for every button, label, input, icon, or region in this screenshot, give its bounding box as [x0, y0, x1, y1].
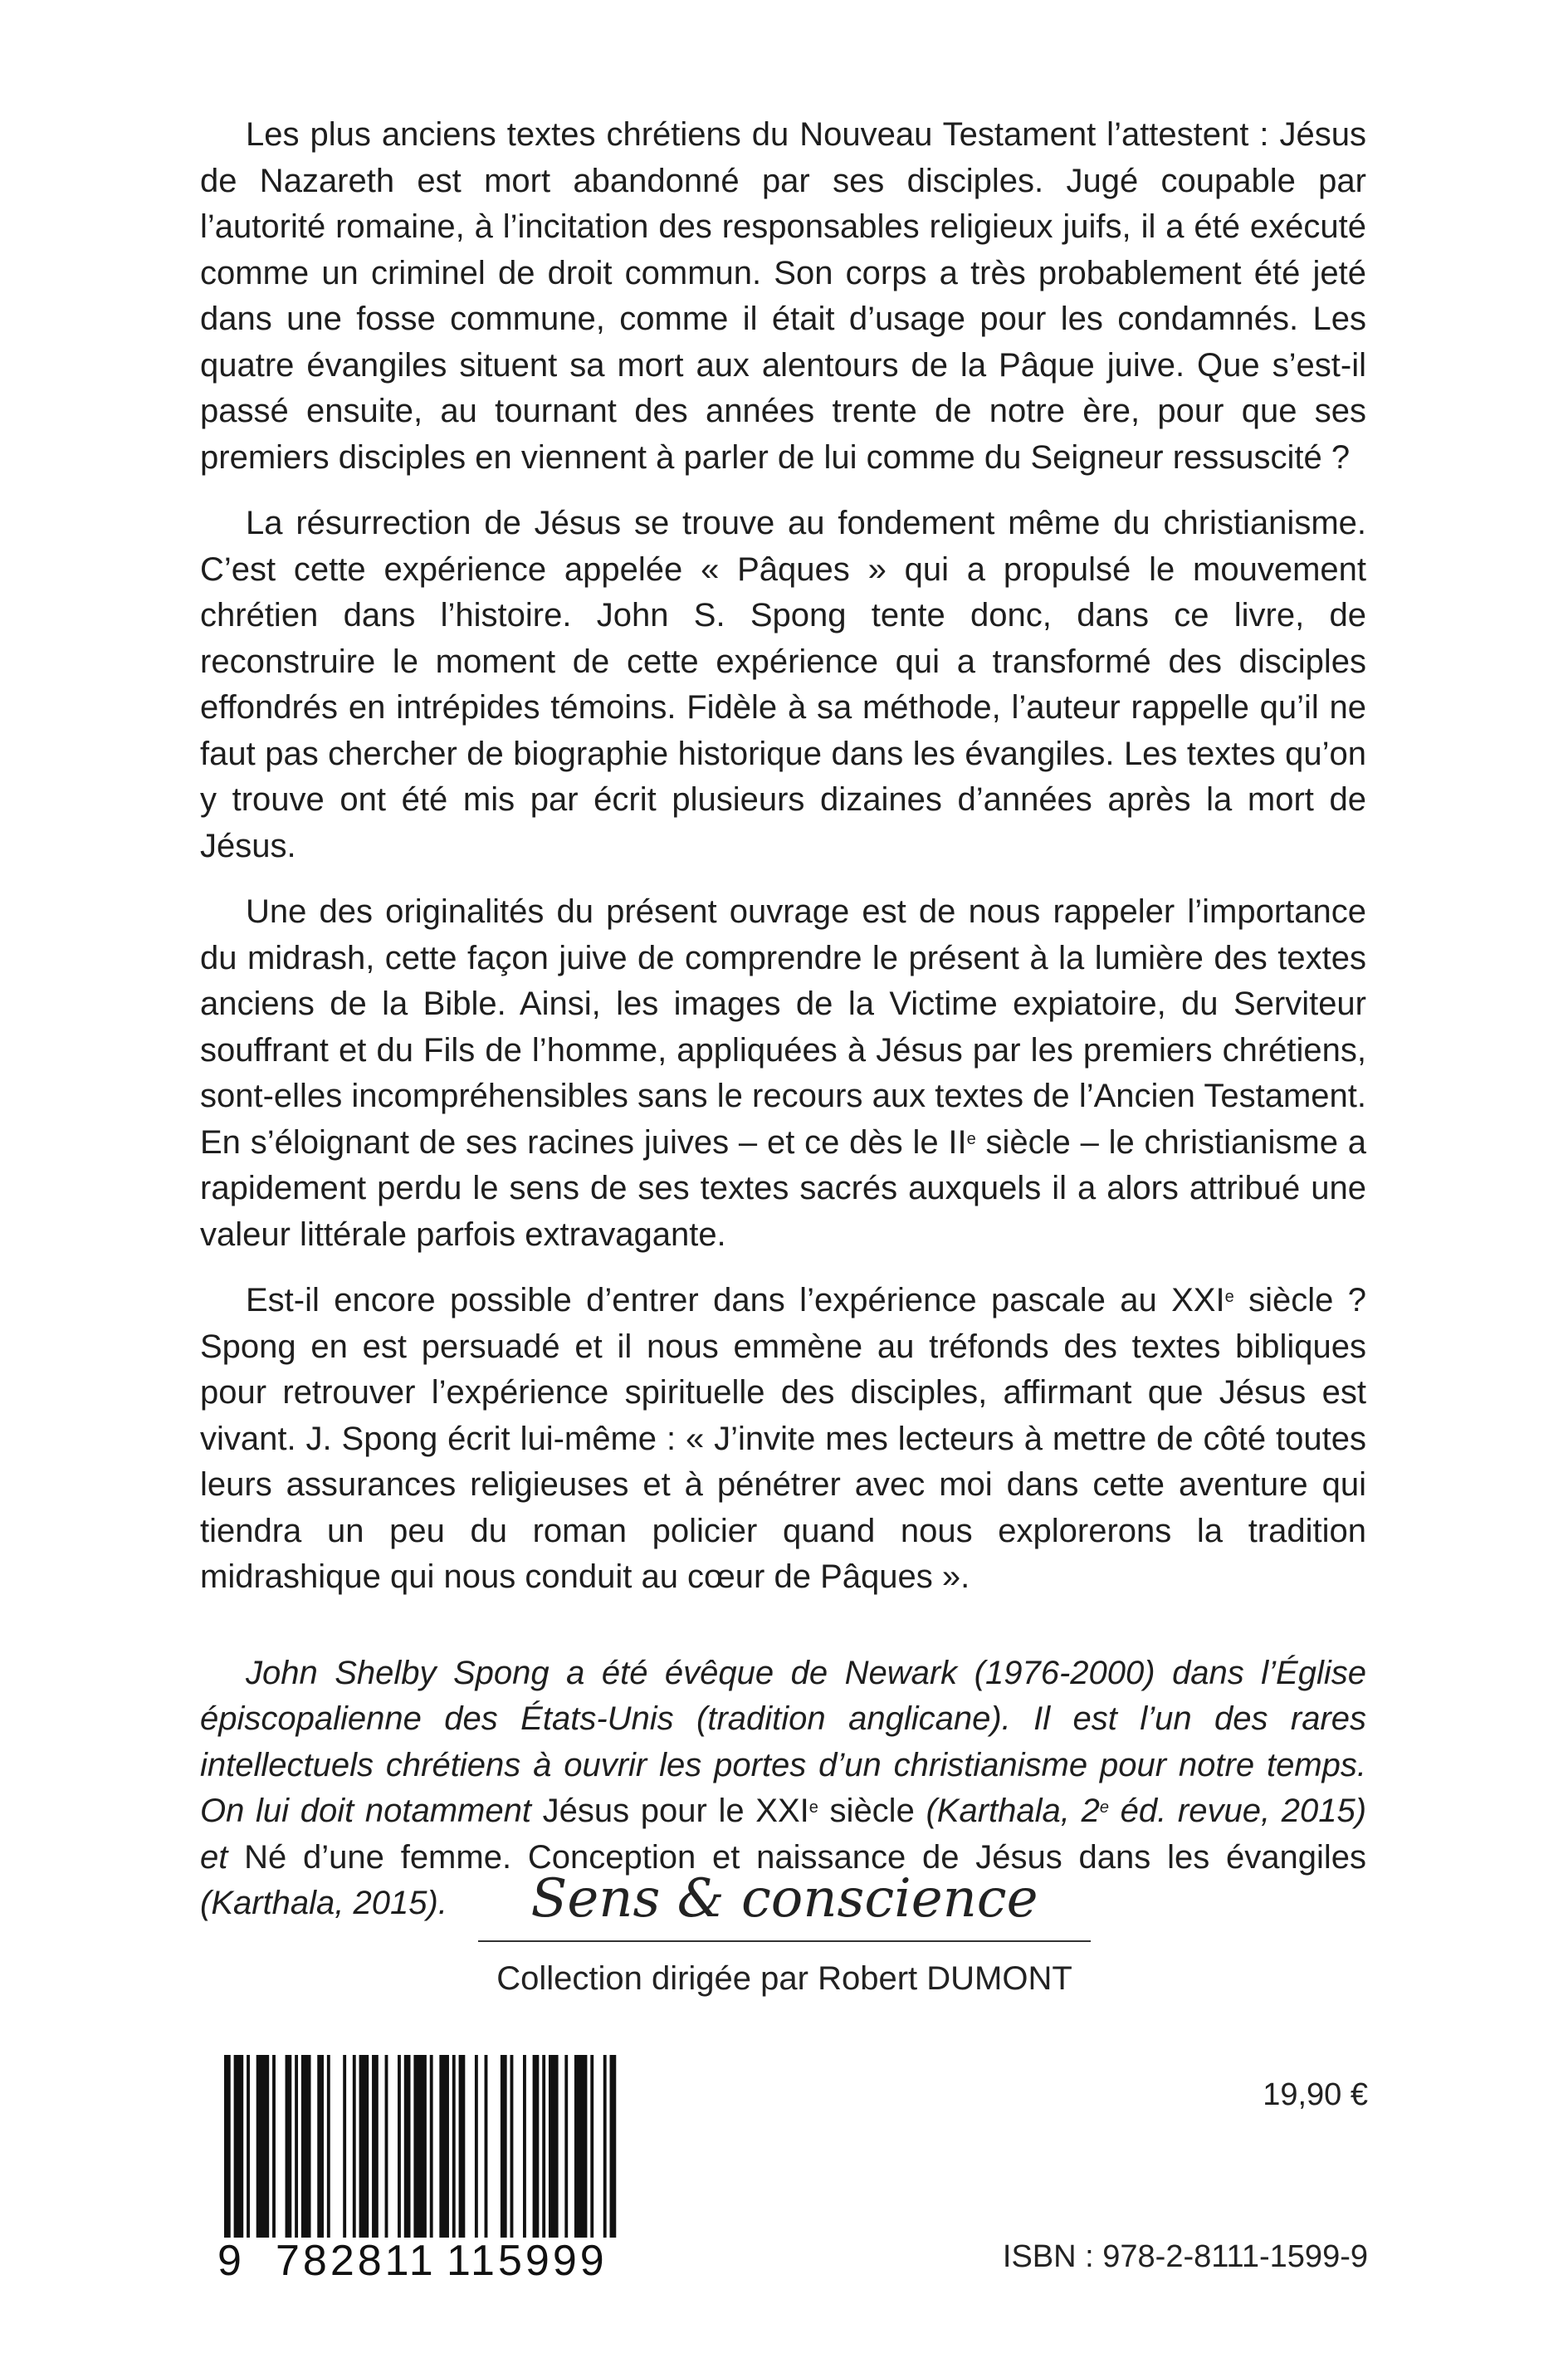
barcode-digits-left: 782811 [276, 2237, 437, 2285]
barcode-bar [327, 2055, 330, 2238]
barcode-bar [404, 2055, 411, 2238]
barcode-bar [359, 2055, 369, 2238]
paragraph-3-text-b: siècle – le christianisme a rapidement perdu le sens de ses textes sacrés auxquels il a alors attribué une valeur littérale parfois extravagante. [200, 1123, 1366, 1253]
bio-book-1-end: siècle [818, 1793, 915, 1829]
barcode-bar [286, 2055, 292, 2238]
bio-text-2a: (Karthala, 2 [914, 1793, 1100, 1829]
barcode-bar [272, 2055, 276, 2238]
barcode-bar [485, 2055, 488, 2238]
barcode-bar [590, 2055, 593, 2238]
barcode-bar [603, 2055, 607, 2238]
barcode-bar [501, 2055, 507, 2238]
bio-text-3: (Karthala, 2015). [200, 1885, 447, 1921]
barcode-bar [510, 2055, 514, 2238]
barcode-bar [523, 2055, 526, 2238]
paragraph-3-text-a: Une des originalités du présent ouvrage est de nous rappeler l’importance du midrash, cette façon juive de comprendre le présent à la lumière des textes anciens de la Bible. Ainsi, les images de la Victime expiatoire, du Serviteur souffrant et du Fils de l’homme, appliquées à Jésus par les premiers chrétiens, sont-elles incompréhensibles sans le recours aux textes de l’Ancien Testament. En s’éloignant de ses racines juives – et ce dès le II [200, 893, 1366, 1161]
barcode-bar [549, 2055, 559, 2238]
superscript-e: e [1224, 1288, 1234, 1306]
barcode-bar [398, 2055, 401, 2238]
isbn: ISBN : 978-2-8111-1599-9 [1002, 2239, 1368, 2274]
paragraph-4 [200, 1278, 1366, 1601]
barcode-bar [533, 2055, 540, 2238]
bio-text-1: John Shelby Spong a été évêque de Newark (1976-2000) dans l’Église épiscopalienne des États-Unis (tradition anglicane). Il est l’un des rares intellectuels chrétiens à ouvrir les portes d’un christianisme pour notre temps. On lui doit notamment [200, 1654, 1366, 1829]
bio-text-2b: éd. revue, 2015) et [200, 1793, 1367, 1876]
bio-book-title-2: Né d’une femme. Conception et naissance de Jésus dans les évangiles [244, 1838, 1366, 1876]
barcode-bar [610, 2055, 617, 2238]
barcode-bar [234, 2055, 244, 2238]
collection-director: Collection dirigée par Robert DUMONT [496, 1960, 1072, 1997]
superscript-e: e [966, 1129, 976, 1148]
barcode-digits-right: 115999 [447, 2237, 608, 2285]
barcode-bar [247, 2055, 250, 2238]
barcode-bar [475, 2055, 478, 2238]
collection-divider [478, 1940, 1091, 1942]
paragraph-4-text-a: Est-il encore possible d’entrer dans l’expérience pascale au XXI [246, 1282, 1225, 1318]
barcode-bar [542, 2055, 545, 2238]
superscript-e: e [1099, 1798, 1109, 1817]
barcode [224, 2055, 623, 2238]
barcode-bar [295, 2055, 298, 2238]
barcode-bar [372, 2055, 379, 2238]
bio-book-1-text: Jésus pour le XXI [542, 1793, 809, 1829]
back-cover-text [200, 112, 1366, 1947]
collection-block [478, 1864, 1091, 2000]
price: 19,90 € [1263, 2077, 1368, 2112]
barcode-bar [413, 2055, 426, 2238]
barcode-bar [301, 2055, 311, 2238]
barcode-bar [317, 2055, 324, 2238]
barcode-bar [564, 2055, 568, 2238]
collection-title: Sens & conscience [530, 1868, 1038, 1930]
barcode-bar [385, 2055, 388, 2238]
barcode-bar [256, 2055, 269, 2238]
barcode-bar [430, 2055, 433, 2238]
barcode-bar [452, 2055, 456, 2238]
barcode-bar [224, 2055, 231, 2238]
barcode-bar [353, 2055, 356, 2238]
barcode-bar [459, 2055, 466, 2238]
barcode-digit-first: 9 [217, 2237, 242, 2285]
barcode-bar [574, 2055, 587, 2238]
barcode-bar [439, 2055, 449, 2238]
superscript-e: e [808, 1798, 818, 1817]
barcode-digits [217, 2236, 623, 2286]
paragraph-2: La résurrection de Jésus se trouve au fondement même du christianisme. C’est cette expérience appelée « Pâques » qui a propulsé le mouvement chrétien dans l’histoire. John S. Spong tente donc, dans ce livre, de reconstruire le moment de cette expérience qui a transformé des disciples effondrés en intrépides témoins. Fidèle à sa méthode, l’auteur rappelle qu’il ne faut pas chercher de biographie historique dans les évangiles. Les textes qu’on y trouve ont été mis par écrit plusieurs dizaines d’années après la mort de Jésus. [200, 505, 1366, 864]
paragraph-4-text-b: siècle ? Spong en est persuadé et il nous emmène au tréfonds des textes bibliques pour retrouver l’expérience spirituelle des disciples, affirmant que Jésus est vivant. J. Spong écrit lui-même : « J’invite mes lecteurs à mettre de côté toutes leurs assurances religieuses et à pénétrer avec moi dans cette aventure qui tiendra un peu du roman policier quand nous explorerons la tradition midrashique qui nous conduit au cœur de Pâques ». [200, 1282, 1366, 1595]
paragraph-1: Les plus anciens textes chrétiens du Nouveau Testament l’attestent : Jésus de Nazareth est mort abandonné par ses disciples. Jugé coupable par l’autorité romaine, à l’incitation des responsables religieux juifs, il a été exécuté comme un criminel de droit commun. Son corps a très probablement été jeté dans une fosse commune, comme il était d’usage pour les condamnés. Les quatre évangiles situent sa mort aux alentours de la Pâque juive. Que s’est-il passé ensuite, au tournant des années trente de notre ère, pour que ses premiers disciples en viennent à parler de lui comme du Seigneur ressuscité ? [200, 116, 1366, 476]
barcode-bar [343, 2055, 346, 2238]
bio-book-title-1 [543, 1793, 915, 1829]
paragraph-3 [200, 889, 1366, 1258]
